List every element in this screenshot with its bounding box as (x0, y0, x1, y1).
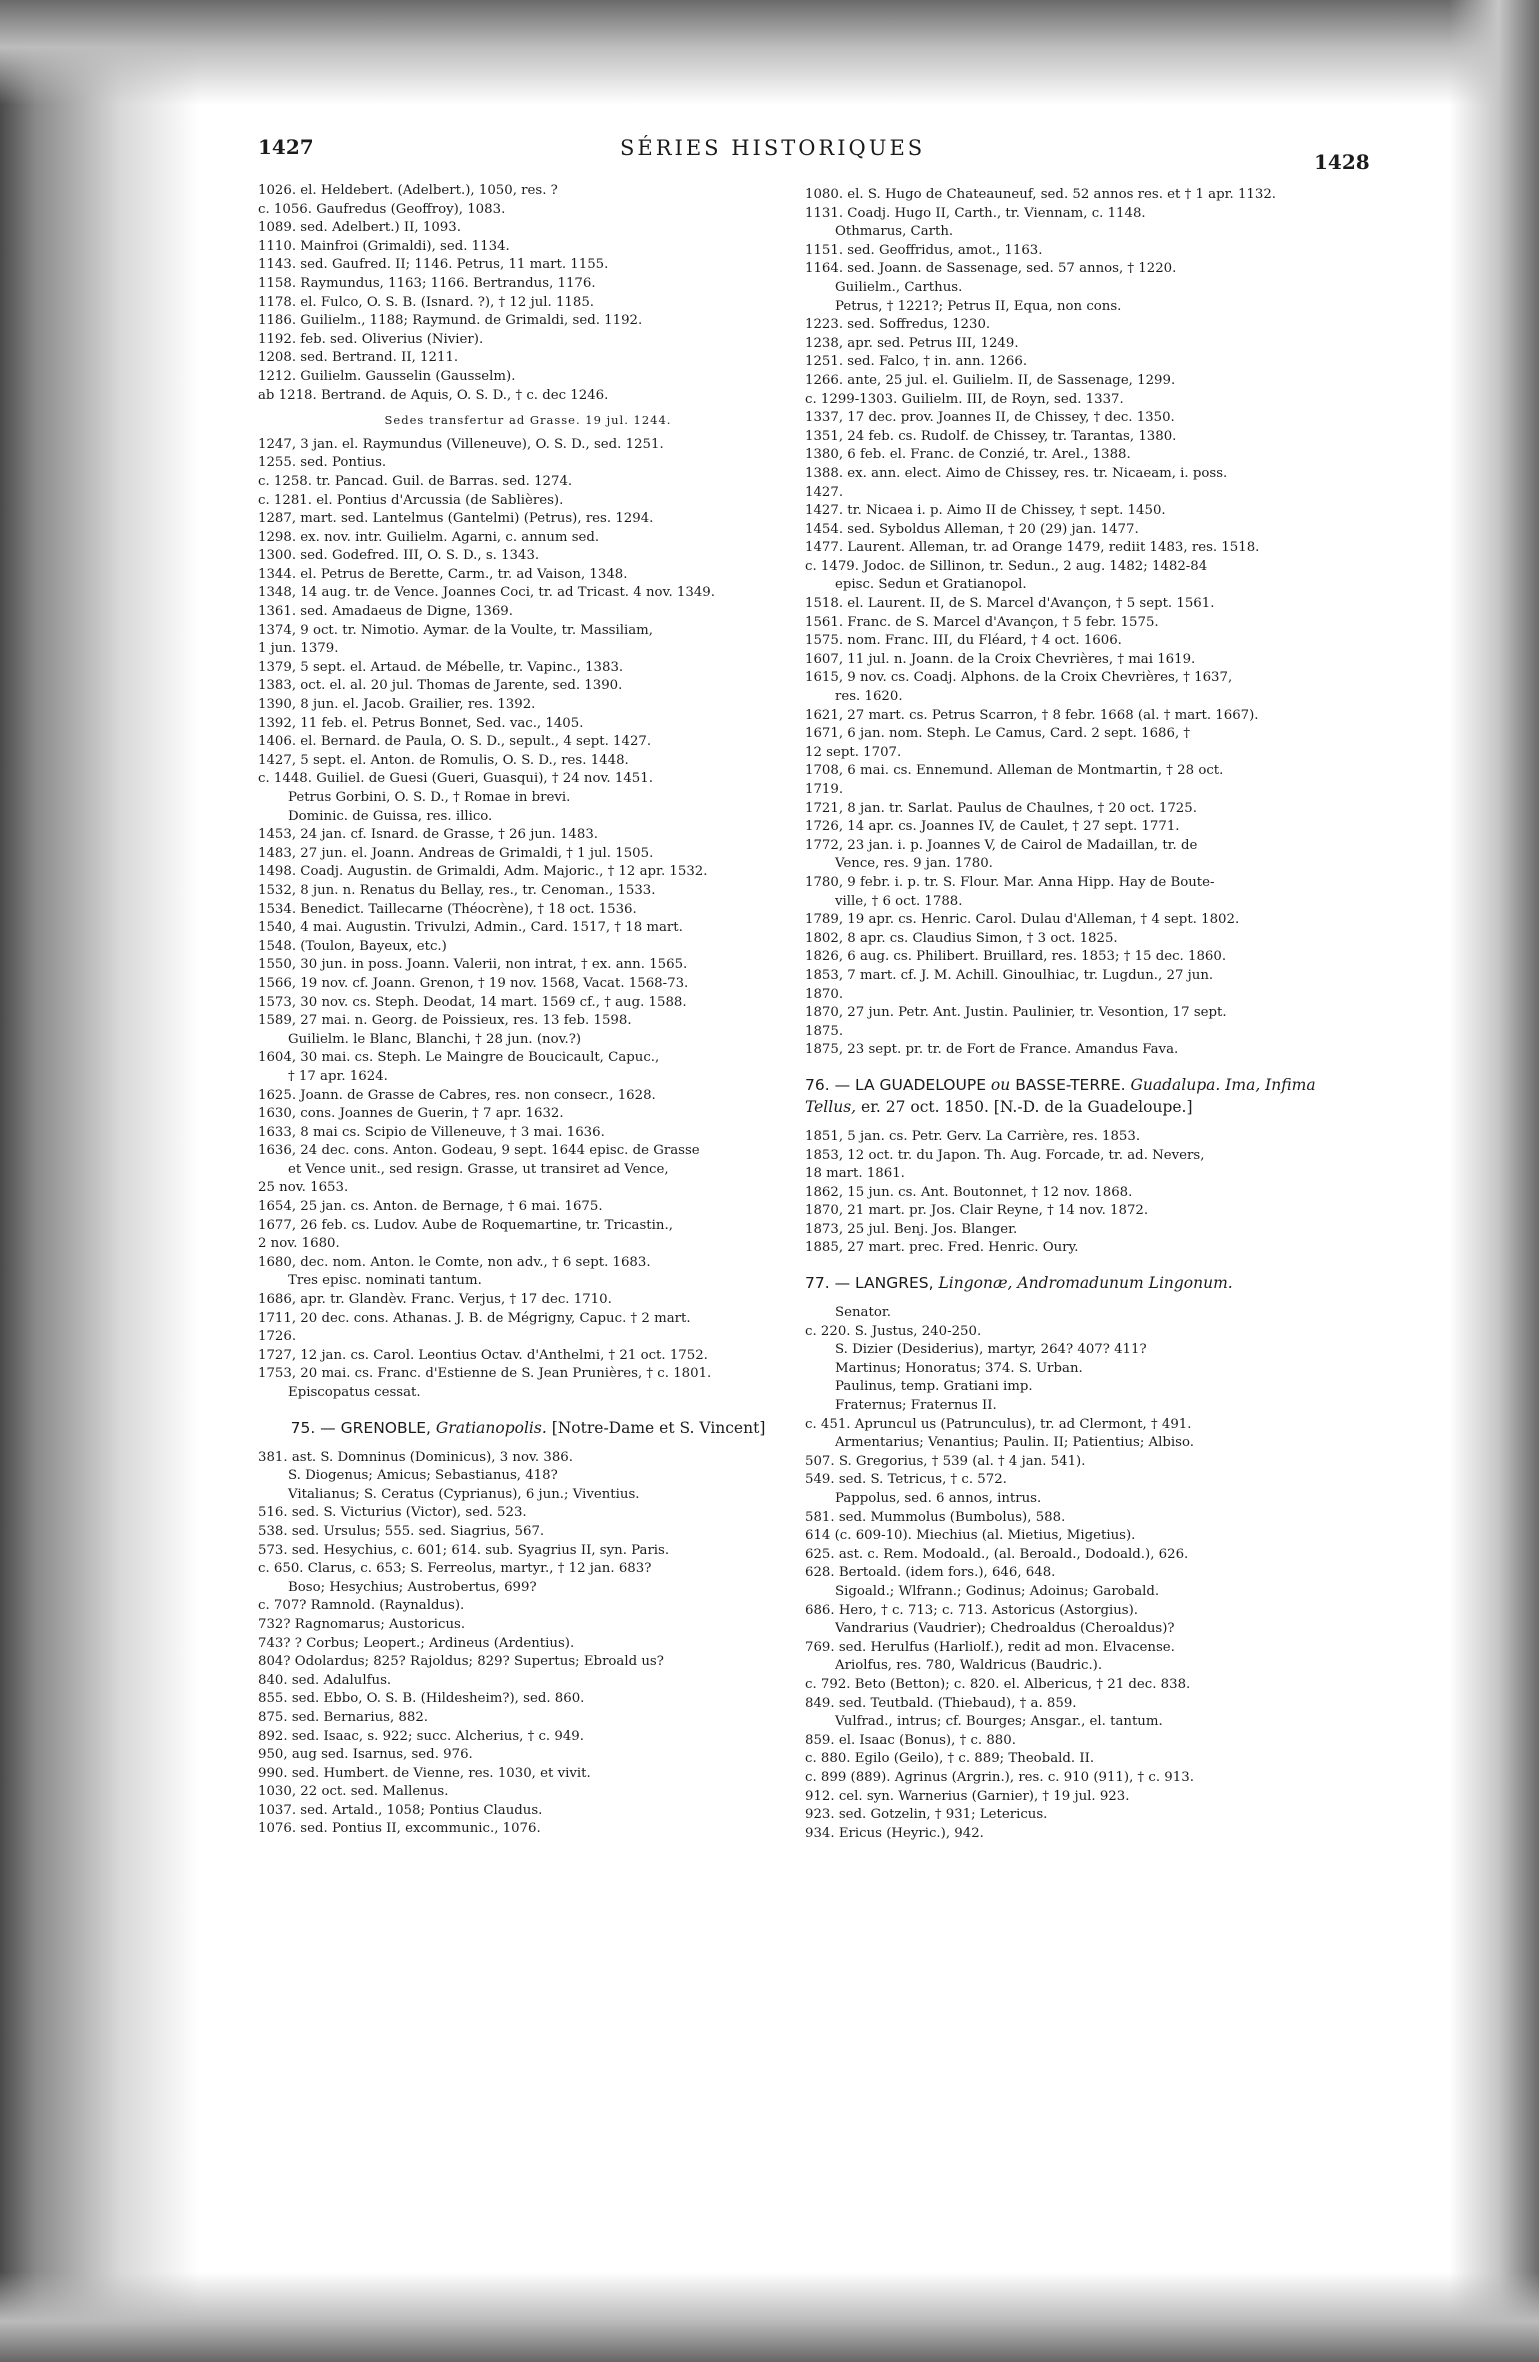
entry-line: 1534. Benedict. Taillecarne (Théocrène), † 18 oct. 1536. (258, 901, 637, 917)
entry-line: 1037. sed. Artald., 1058; Pontius Claudus. (258, 1802, 543, 1818)
entry-line: 1870, 21 mart. pr. Jos. Clair Reyne, † 14 nov. 1872. (805, 1203, 1149, 1219)
entry-line: 1483, 27 jun. el. Joann. Andreas de Grimaldi, † 1 jul. 1505. (258, 845, 654, 861)
section-heading-grenoble (258, 1417, 798, 1439)
entry-line: c. 792. Beto (Betton); c. 820. el. Albericus, † 21 dec. 838. (805, 1676, 1191, 1692)
entry-line: 912. cel. syn. Warnerius (Garnier), † 19 jul. 923. (805, 1788, 1130, 1804)
entry-line: c. 1479. Jodoc. de Sillinon, tr. Sedun., 2 aug. 1482; 1482-84 (805, 558, 1208, 574)
entry-line: c. 451. Apruncul us (Patrunculus), tr. ad Clermont, † 491. (805, 1416, 1192, 1432)
entry-line: 1711, 20 dec. cons. Athanas. J. B. de Mégrigny, Capuc. † 2 mart. (258, 1310, 691, 1326)
right-entries-c (805, 1304, 1350, 1843)
running-title: SÉRIES HISTORIQUES (620, 136, 926, 160)
entry-line: 1686, apr. tr. Glandèv. Franc. Verjus, † 17 dec. 1710. (258, 1292, 612, 1308)
entry-line: 1621, 27 mart. cs. Petrus Scarron, † 8 febr. 1668 (al. † mart. 1667). (805, 707, 1259, 723)
entry-line: Guilielm., Carthus. (835, 279, 963, 295)
entry-line: 1540, 4 mai. Augustin. Trivulzi, Admin., Card. 1517, † 18 mart. (258, 920, 683, 936)
entry-line: 1853, 12 oct. tr. du Japon. Th. Aug. Forcade, tr. ad. Nevers, (805, 1147, 1205, 1163)
entry-line: 1604, 30 mai. cs. Steph. Le Maingre de Boucicault, Capuc., (258, 1050, 660, 1066)
heading-title-2: BASSE-TERRE. (1015, 1075, 1126, 1094)
entry-line: 1255. sed. Pontius. (258, 455, 387, 471)
entry-line: c. 707? Ramnold. (Raynaldus). (258, 1598, 465, 1614)
entry-line: 1337, 17 dec. prov. Joannes II, de Chissey, † dec. 1350. (805, 410, 1175, 426)
entry-line: 1561. Franc. de S. Marcel d'Avançon, † 5 febr. 1575. (805, 614, 1159, 630)
entry-line: 18 mart. 1861. (805, 1166, 905, 1182)
entry-line: 1789, 19 apr. cs. Henric. Carol. Dulau d'Alleman, † 4 sept. 1802. (805, 912, 1240, 928)
entry-line: 892. sed. Isaac, s. 922; succ. Alcherius, † c. 949. (258, 1728, 584, 1744)
entry-line: 1636, 24 dec. cons. Anton. Godeau, 9 sept. 1644 episc. de Grasse (258, 1143, 700, 1159)
page-number-right: 1428 (1314, 150, 1370, 174)
entry-line: Guilielm. le Blanc, Blanchi, † 28 jun. (nov.?) (288, 1031, 582, 1047)
left-entries-a (258, 182, 798, 405)
entry-line: Sigoald.; Wlfrann.; Godinus; Adoinus; Garobald. (835, 1583, 1160, 1599)
entry-line: Vulfrad., intrus; cf. Bourges; Ansgar., el. tantum. (835, 1714, 1163, 1730)
entry-line: ab 1218. Bertrand. de Aquis, O. S. D., † c. dec 1246. (258, 387, 609, 403)
entry-line: 1566, 19 nov. cf. Joann. Grenon, † 19 nov. 1568, Vacat. 1568-73. (258, 975, 689, 991)
entry-line: 1383, oct. el. al. 20 jul. Thomas de Jarente, sed. 1390. (258, 678, 623, 694)
entry-line: Boso; Hesychius; Austrobertus, 699? (288, 1579, 537, 1595)
entry-line: S. Dizier (Desiderius), martyr, 264? 407? 411? (835, 1342, 1147, 1358)
heading-latin: Gratianopolis. (435, 1418, 547, 1437)
entry-line: 1427. (805, 484, 844, 500)
entry-line: Ariolfus, res. 780, Waldricus (Baudric.). (835, 1658, 1103, 1674)
entry-line: 1654, 25 jan. cs. Anton. de Bernage, † 6 mai. 1675. (258, 1199, 603, 1215)
heading-title: 75. — GRENOBLE, (290, 1418, 431, 1437)
section-heading-langres (805, 1272, 1350, 1294)
entry-line: 990. sed. Humbert. de Vienne, res. 1030, et vivit. (258, 1765, 591, 1781)
entry-line: 1615, 9 nov. cs. Coadj. Alphons. de la Croix Chevrières, † 1637, (805, 670, 1233, 686)
entry-line: 1300. sed. Godefred. III, O. S. D., s. 1343. (258, 548, 540, 564)
entry-line: 1875, 23 sept. pr. tr. de Fort de France. Amandus Fava. (805, 1042, 1179, 1058)
entry-line: c. 899 (889). Agrinus (Argrin.), res. c. 910 (911), † c. 913. (805, 1769, 1194, 1785)
entry-line: 1633, 8 mai cs. Scipio de Villeneuve, † 3 mai. 1636. (258, 1124, 605, 1140)
entry-line: 855. sed. Ebbo, O. S. B. (Hildesheim?), sed. 860. (258, 1691, 585, 1707)
entry-line: 1727, 12 jan. cs. Carol. Leontius Octav. d'Anthelmi, † 21 oct. 1752. (258, 1347, 708, 1363)
entry-line: 1677, 26 feb. cs. Ludov. Aube de Roquemartine, tr. Tricastin., (258, 1217, 673, 1233)
entry-line: 1826, 6 aug. cs. Philibert. Bruillard, res. 1853; † 15 dec. 1860. (805, 949, 1227, 965)
entry-line: 1192. feb. sed. Oliverius (Nivier). (258, 331, 484, 347)
entry-line: 1247, 3 jan. el. Raymundus (Villeneuve), O. S. D., sed. 1251. (258, 436, 664, 452)
entry-line: 1379, 5 sept. el. Artaud. de Mébelle, tr. Vapinc., 1383. (258, 659, 624, 675)
entry-line: 1351, 24 feb. cs. Rudolf. de Chissey, tr. Tarantas, 1380. (805, 428, 1177, 444)
entry-line: 1753, 20 mai. cs. Franc. d'Estienne de S. Jean Prunières, † c. 1801. (258, 1366, 712, 1382)
entry-line: 1772, 23 jan. i. p. Joannes V, de Cairol de Madaillan, tr. de (805, 837, 1198, 853)
entry-line: 1548. (Toulon, Bayeux, etc.) (258, 938, 447, 954)
entry-line: Paulinus, temp. Gratiani imp. (835, 1379, 1033, 1395)
entry-line: 1186. Guilielm., 1188; Raymund. de Grimaldi, sed. 1192. (258, 313, 643, 329)
entry-line: episc. Sedun et Gratianopol. (835, 577, 1027, 593)
entry-line: Pappolus, sed. 6 annos, intrus. (835, 1491, 1042, 1506)
entry-line: 849. sed. Teutbald. (Thiebaud), † a. 859. (805, 1695, 1077, 1711)
entry-line: 1885, 27 mart. prec. Fred. Henric. Oury. (805, 1240, 1079, 1256)
entry-line: 625. ast. c. Rem. Modoald., (al. Beroald., Dodoald.), 626. (805, 1546, 1189, 1562)
entry-line: 1223. sed. Soffredus, 1230. (805, 317, 991, 333)
entry-line: 1477. Laurent. Alleman, tr. ad Orange 1479, rediit 1483, res. 1518. (805, 540, 1260, 556)
entry-line: 875. sed. Bernarius, 882. (258, 1709, 429, 1725)
scan-shadow-right (1449, 0, 1539, 2362)
entry-line: Dominic. de Guissa, res. illico. (288, 808, 493, 824)
entry-line: 1158. Raymundus, 1163; 1166. Bertrandus, 1176. (258, 275, 596, 291)
entry-line: 1348, 14 aug. tr. de Vence. Joannes Coci, tr. ad Tricast. 4 nov. 1349. (258, 585, 715, 601)
entry-line: 1780, 9 febr. i. p. tr. S. Flour. Mar. Anna Hipp. Hay de Boute- (805, 874, 1215, 890)
entry-line: 686. Hero, † c. 713; c. 713. Astoricus (Astorgius). (805, 1602, 1139, 1618)
heading-latin: Lingonæ, Andromadunum Lingonum. (938, 1274, 1233, 1293)
entry-line: 1178. el. Fulco, O. S. B. (Isnard. ?), † 12 jul. 1185. (258, 294, 595, 310)
entry-line: Episcopatus cessat. (288, 1385, 421, 1400)
entry-line: Tres episc. nominati tantum. (288, 1273, 482, 1289)
entry-line: 1212. Guilielm. Gausselin (Gausselm). (258, 368, 516, 384)
entry-line: 1238, apr. sed. Petrus III, 1249. (805, 335, 1019, 351)
entry-line: 12 sept. 1707. (805, 744, 902, 760)
entry-line: 1719. (805, 782, 844, 797)
entry-line: 923. sed. Gotzelin, † 931; Letericus. (805, 1807, 1048, 1823)
entry-line: 1802, 8 apr. cs. Claudius Simon, † 3 oct. 1825. (805, 930, 1118, 946)
entry-line: Fraternus; Fraternus II. (835, 1398, 997, 1414)
entry-line: 1251. sed. Falco, † in. ann. 1266. (805, 354, 1028, 370)
heading-title: 76. — LA GUADELOUPE (805, 1075, 986, 1094)
entry-line: 581. sed. Mummolus (Bumbolus), 588. (805, 1509, 1066, 1525)
entry-line: 1630, cons. Joannes de Guerin, † 7 apr. 1632. (258, 1106, 564, 1122)
entry-line: 381. ast. S. Domninus (Dominicus), 3 nov. 386. (258, 1449, 573, 1465)
right-column (805, 186, 1350, 1843)
entry-line: 1390, 8 jun. el. Jacob. Grailier, res. 1392. (258, 697, 536, 713)
entry-line: 1208. sed. Bertrand. II, 1211. (258, 350, 459, 366)
scan-shadow-top (0, 0, 1539, 105)
entry-line: † 17 apr. 1624. (288, 1068, 388, 1084)
entry-line: 1080. el. S. Hugo de Chateauneuf, sed. 52 annos res. et † 1 apr. 1132. (805, 187, 1277, 202)
entry-line: Vandrarius (Vaudrier); Chedroaldus (Cheroaldus)? (835, 1621, 1175, 1637)
page-number-left: 1427 (258, 135, 314, 159)
right-entries-b (805, 1128, 1350, 1258)
heading-latin: Guadalupa. Ima, Infima Tellus, (805, 1075, 1316, 1116)
entry-line: 1266. ante, 25 jul. el. Guilielm. II, de Sassenage, 1299. (805, 372, 1176, 388)
entry-line: 628. Bertoald. (idem fors.), 646, 648. (805, 1565, 1056, 1581)
entry-line: ville, † 6 oct. 1788. (835, 893, 963, 909)
heading-rest: er. 27 oct. 1850. [N.-D. de la Guadeloupe.] (861, 1097, 1193, 1116)
entry-line: c. 1056. Gaufredus (Geoffroy), 1083. (258, 201, 506, 217)
entry-line: 1875. (805, 1023, 844, 1039)
entry-line: 1298. ex. nov. intr. Guilielm. Agarni, c. annum sed. (258, 529, 600, 545)
entry-line: c. 1299-1303. Guilielm. III, de Royn, sed. 1337. (805, 391, 1124, 407)
entry-line: 1427, 5 sept. el. Anton. de Romulis, O. S. D., res. 1448. (258, 752, 629, 768)
heading-conjunction: ou (990, 1075, 1011, 1094)
entry-line: 1498. Coadj. Augustin. de Grimaldi, Adm. Majoric., † 12 apr. 1532. (258, 864, 708, 880)
entry-line: 1726, 14 apr. cs. Joannes IV, de Caulet, † 27 sept. 1771. (805, 819, 1180, 835)
entry-line: 614 (c. 609-10). Miechius (al. Mietius, Migetius). (805, 1528, 1136, 1544)
entry-line: Senator. (835, 1305, 891, 1321)
entry-line: 573. sed. Hesychius, c. 601; 614. sub. Syagrius II, syn. Paris. (258, 1542, 670, 1558)
entry-line: 1374, 9 oct. tr. Nimotio. Aymar. de la Voulte, tr. Massiliam, (258, 622, 653, 638)
entry-line: Petrus Gorbini, O. S. D., † Romae in brevi. (288, 790, 571, 805)
entry-line: 1625. Joann. de Grasse de Cabres, res. non consecr., 1628. (258, 1087, 656, 1103)
entry-line: Othmarus, Carth. (835, 224, 954, 240)
entry-line: 1726. (258, 1329, 297, 1345)
left-column (258, 182, 798, 1839)
scan-shadow-bottom (0, 2272, 1539, 2362)
scan-shadow-left (0, 0, 200, 2362)
entry-line: 732? Ragnomarus; Austoricus. (258, 1616, 466, 1632)
entry-line: c. 880. Egilo (Geilo), † c. 889; Theobald. II. (805, 1751, 1095, 1767)
entry-line: 1406. el. Bernard. de Paula, O. S. D., sepult., 4 sept. 1427. (258, 734, 652, 750)
entry-line: 1143. sed. Gaufred. II; 1146. Petrus, 11 mart. 1155. (258, 257, 609, 273)
entry-line: 1151. sed. Geoffridus, amot., 1163. (805, 242, 1043, 258)
entry-line: Armentarius; Venantius; Paulin. II; Patientius; Albiso. (835, 1435, 1194, 1451)
entry-line: Martinus; Honoratus; 374. S. Urban. (835, 1360, 1083, 1376)
entry-line: 1550, 30 jun. in poss. Joann. Valerii, non intrat, † ex. ann. 1565. (258, 957, 688, 973)
entry-line: 1607, 11 jul. n. Joann. de la Croix Chevrières, † mai 1619. (805, 651, 1196, 667)
entry-line: 1575. nom. Franc. III, du Fléard, † 4 oct. 1606. (805, 633, 1122, 649)
entry-line: c. 650. Clarus, c. 653; S. Ferreolus, martyr., † 12 jan. 683? (258, 1561, 652, 1577)
entry-line: 1392, 11 feb. el. Petrus Bonnet, Sed. vac., 1405. (258, 715, 584, 731)
entry-line: 1853, 7 mart. cf. J. M. Achill. Ginoulhiac, tr. Lugdun., 27 jun. (805, 967, 1214, 983)
entry-line: 1851, 5 jan. cs. Petr. Gerv. La Carrière, res. 1853. (805, 1128, 1141, 1144)
entry-line: 743? ? Corbus; Leopert.; Ardineus (Ardentius). (258, 1635, 575, 1651)
heading-title: 77. — LANGRES, (805, 1274, 934, 1293)
entry-line: 516. sed. S. Victurius (Victor), sed. 523. (258, 1505, 527, 1521)
entry-line: 1721, 8 jan. tr. Sarlat. Paulus de Chaulnes, † 20 oct. 1725. (805, 800, 1197, 816)
entry-line: 1 jun. 1379. (258, 641, 339, 657)
entry-line: c. 220. S. Justus, 240-250. (805, 1323, 982, 1339)
entry-line: 1870. (805, 986, 844, 1002)
entry-line: 1344. el. Petrus de Berette, Carm., tr. ad Vaison, 1348. (258, 566, 628, 582)
entry-line: 1427. tr. Nicaea i. p. Aimo II de Chissey, † sept. 1450. (805, 503, 1166, 519)
entry-line: 538. sed. Ursulus; 555. sed. Siagrius, 567. (258, 1523, 545, 1539)
entry-line: et Vence unit., sed resign. Grasse, ut transiret ad Vence, (288, 1161, 669, 1177)
entry-line: 1708, 6 mai. cs. Ennemund. Alleman de Montmartin, † 28 oct. (805, 763, 1224, 779)
entry-line: Vence, res. 9 jan. 1780. (835, 856, 993, 872)
entry-line: 1076. sed. Pontius II, excommunic., 1076. (258, 1821, 541, 1837)
heading-rest: [Notre-Dame et S. Vincent] (551, 1418, 766, 1437)
entry-line: 1680, dec. nom. Anton. le Comte, non adv., † 6 sept. 1683. (258, 1254, 651, 1270)
entry-line: 1110. Mainfroi (Grimaldi), sed. 1134. (258, 238, 510, 254)
entry-line: 1026. el. Heldebert. (Adelbert.), 1050, res. ? (258, 183, 558, 198)
entry-line: 1361. sed. Amadaeus de Digne, 1369. (258, 604, 513, 620)
entry-line: S. Diogenus; Amicus; Sebastianus, 418? (288, 1468, 558, 1484)
entry-line: c. 1281. el. Pontius d'Arcussia (de Sablières). (258, 492, 564, 508)
entry-line: 1870, 27 jun. Petr. Ant. Justin. Paulinier, tr. Vesontion, 17 sept. (805, 1005, 1227, 1021)
entry-line: 1089. sed. Adelbert.) II, 1093. (258, 220, 461, 236)
entry-line: 1454. sed. Syboldus Alleman, † 20 (29) jan. 1477. (805, 521, 1139, 537)
entry-line: res. 1620. (835, 689, 903, 705)
section-heading-guadeloupe (805, 1074, 1350, 1118)
section-caption-grasse: Sedes transfertur ad Grasse. 19 jul. 1244. (384, 413, 672, 428)
entry-line: 859. el. Isaac (Bonus), † c. 880. (805, 1732, 1016, 1748)
entry-line: 1030, 22 oct. sed. Mallenus. (258, 1784, 449, 1800)
entry-line: 1589, 27 mai. n. Georg. de Poissieux, res. 13 feb. 1598. (258, 1013, 632, 1029)
entry-line: 1131. Coadj. Hugo II, Carth., tr. Viennam, c. 1148. (805, 205, 1146, 221)
entry-line: c. 1448. Guiliel. de Guesi (Gueri, Guasqui), † 24 nov. 1451. (258, 771, 653, 787)
entry-line: 1532, 8 jun. n. Renatus du Bellay, res., tr. Cenoman., 1533. (258, 882, 656, 898)
entry-line: 1518. el. Laurent. II, de S. Marcel d'Avançon, † 5 sept. 1561. (805, 596, 1215, 612)
entry-line: 25 nov. 1653. (258, 1180, 349, 1196)
left-entries-b (258, 436, 798, 1403)
entry-line: c. 1258. tr. Pancad. Guil. de Barras. sed. 1274. (258, 473, 573, 489)
entry-line: 1453, 24 jan. cf. Isnard. de Grasse, † 26 jun. 1483. (258, 827, 599, 843)
entry-line: 1873, 25 jul. Benj. Jos. Blanger. (805, 1221, 1018, 1237)
entry-line: Petrus, † 1221?; Petrus II, Equa, non cons. (835, 298, 1122, 314)
entry-line: 2 nov. 1680. (258, 1236, 340, 1252)
entry-line: 1287, mart. sed. Lantelmus (Gantelmi) (Petrus), res. 1294. (258, 511, 654, 527)
right-entries-a (805, 186, 1350, 1060)
entry-line: 549. sed. S. Tetricus, † c. 572. (805, 1472, 1007, 1488)
entry-line: Vitalianus; S. Ceratus (Cyprianus), 6 jun.; Viventius. (288, 1486, 640, 1502)
entry-line: 1164. sed. Joann. de Sassenage, sed. 57 annos, † 1220. (805, 261, 1177, 277)
left-entries-c (258, 1449, 798, 1839)
entry-line: 769. sed. Herulfus (Harliolf.), redit ad mon. Elvacense. (805, 1639, 1175, 1655)
entry-line: 804? Odolardus; 825? Rajoldus; 829? Supertus; Ebroald us? (258, 1654, 664, 1670)
entry-line: 950, aug sed. Isarnus, sed. 976. (258, 1747, 473, 1763)
entry-line: 1573, 30 nov. cs. Steph. Deodat, 14 mart. 1569 cf., † aug. 1588. (258, 994, 687, 1010)
entry-line: 934. Ericus (Heyric.), 942. (805, 1825, 984, 1841)
entry-line: 507. S. Gregorius, † 539 (al. † 4 jan. 541). (805, 1453, 1086, 1469)
entry-line: 1380, 6 feb. el. Franc. de Conzié, tr. Arel., 1388. (805, 447, 1131, 463)
entry-line: 1388. ex. ann. elect. Aimo de Chissey, res. tr. Nicaeam, i. poss. (805, 465, 1228, 481)
entry-line: 840. sed. Adalulfus. (258, 1672, 392, 1688)
entry-line: 1671, 6 jan. nom. Steph. Le Camus, Card. 2 sept. 1686, † (805, 726, 1191, 742)
entry-line: 1862, 15 jun. cs. Ant. Boutonnet, † 12 nov. 1868. (805, 1184, 1133, 1200)
